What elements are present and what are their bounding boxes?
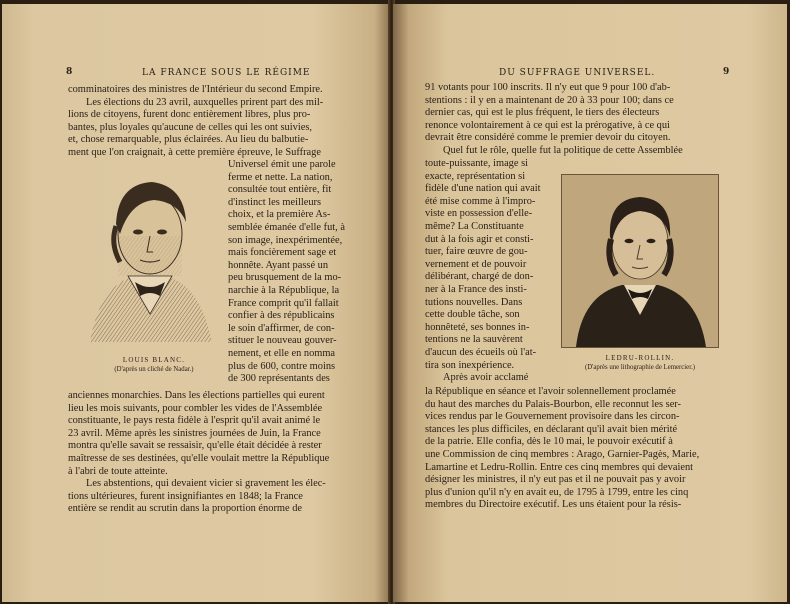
text-line: Universel émit une parole (228, 159, 336, 170)
text-line: Quel fut le rôle, quelle fut la politique de cette Assemblée (443, 144, 683, 156)
text-line: vernement et de pouvoir (425, 258, 527, 270)
text-line: même? La Constituante (425, 220, 524, 232)
right-page-number: 9 (723, 67, 730, 77)
left-text-side (228, 159, 364, 386)
text-line: de 300 représentants des (228, 373, 330, 385)
left-text-top (68, 84, 364, 160)
text-line: Lamartine et Ledru-Rollin. Entre ces cinq membres qui devaient (425, 461, 694, 473)
text-line: nement, et elle en nomma (228, 347, 336, 359)
text-line: et, chose remarquable, plus éclairées. Au lieu du balbutie- (68, 134, 309, 146)
text-line: délibérant, chargé de don- (425, 271, 534, 283)
text-line: Après avoir acclamé (443, 372, 529, 384)
text-line: le soin d'affirmer, de con- (228, 322, 335, 334)
figure-name: LOUIS BLANC. (122, 356, 186, 364)
text-line: à l'abri de toute atteinte. (68, 465, 168, 477)
text-line: ner à la France des insti- (425, 283, 527, 295)
figure-source: (D'après une lithographie de Lemercier.) (584, 364, 696, 371)
text-line: tions ultérieures, furent insignifiantes en 1848; la France (68, 490, 303, 502)
text-line: semblée émanée d'elle fut, à (228, 221, 345, 233)
text-line: peu brusquement de la mo- (228, 272, 342, 284)
text-line: devrait être considéré comme le premier devoir du citoyen. (425, 132, 671, 144)
text-line: Les abstentions, qui devaient vicier si gravement les élec- (86, 478, 326, 490)
text-line: désigner les ministres, il n'y eut pas et il ne pouvait pas y avoir (425, 474, 686, 486)
text-line: 23 avril. Même après les sinistres journées de Juin, la France (68, 427, 321, 439)
text-line: choix, et la première As- (228, 209, 331, 221)
right-text-bottom (425, 386, 717, 512)
text-line: du haut des marches du Palais-Bourbon, elle reconnut les ser- (425, 398, 682, 410)
text-line: tutions nouvelles. Dans (425, 296, 523, 308)
text-line: stituer le nouveau gouver- (228, 335, 337, 347)
text-line: été mise comme à l'impro- (425, 195, 536, 207)
text-line: stances les plus difficiles, en déclarant qu'il avait bien mérité (425, 423, 678, 435)
text-line: plus de 600, contre moins (228, 360, 336, 372)
left-text-bottom (68, 390, 364, 516)
text-line: ment que l'on craignait, à cette première épreuve, le Suffrage (68, 146, 321, 158)
text-line: viste en possession d'elle- (425, 208, 533, 220)
text-line: de la patrie. Elle confia, dès le 10 mai, le pouvoir exécutif à (425, 436, 673, 448)
text-line: bantes, plus loyales qu'aucune de celles qui les ont suivies, (68, 121, 312, 133)
text-line: anciennes monarchies. Dans les élections partielles qui eurent (68, 390, 325, 401)
right-text-side (425, 158, 559, 385)
right-page (393, 4, 787, 602)
text-line: toute-puissante, image si (425, 158, 529, 169)
text-line: constituante, le pays resta fidèle à l'esprit qu'il avait animé le (68, 415, 321, 427)
figure-name: LEDRU-ROLLIN. (605, 354, 675, 362)
text-line: montra qu'elle savait se ressaisir, qu'elle était décidée à rester (68, 440, 322, 452)
caption-louis-blanc (74, 356, 234, 373)
left-page (2, 4, 390, 602)
text-line: tentions ne la sauvèrent (425, 334, 523, 346)
text-line: cette double tâche, son (425, 309, 520, 321)
text-line: renonce volontairement à ce qui est la prérogative, à ce qui (425, 119, 670, 131)
text-line: stentions : il y en a maintenant de 20 à 33 pour 100; dans ce (425, 94, 674, 106)
right-running-head: DU SUFFRAGE UNIVERSEL. (499, 68, 656, 78)
text-line: consultée tout entière, fit (228, 184, 332, 196)
figure-source: (D'après un cliché de Nadar.) (114, 366, 194, 373)
text-line: Les élections du 23 avril, auxquelles prirent part des mil- (86, 96, 324, 108)
text-line: d'aucun des écueils où l'at- (425, 346, 537, 358)
text-line: mais foncièrement sage et (228, 247, 337, 259)
text-line: ferme et nette. La nation, (228, 171, 333, 183)
engraving-portrait-icon (80, 164, 220, 344)
lithograph-portrait-icon (562, 175, 718, 347)
left-running-head: LA FRANCE SOUS LE RÉGIME (142, 68, 311, 78)
text-line: membres du Directoire exécutif. Les uns étaient pour la résis- (425, 499, 682, 511)
text-line: tira son inexpérience. (425, 359, 515, 371)
portrait-ledru-rollin (561, 174, 719, 348)
text-line: son image, inexpérimentée, (228, 234, 343, 246)
text-line: dernier cas, qui est le plus fréquent, le tiers des électeurs (425, 107, 660, 119)
text-line: vices rendus par le Gouvernement provisoire dans les circon- (425, 411, 680, 423)
text-line: France comprit qu'il fallait (228, 297, 339, 309)
text-line: confier à des républicains (228, 310, 335, 322)
text-line: maîtresse de ses destinées, qu'elle voulait mettre la République (68, 452, 330, 464)
text-line: lieu les mois suivants, pour combler les vides de l'Assemblée (68, 402, 323, 414)
right-text-top (425, 82, 717, 158)
text-line: une Commission de cinq membres : Arago, Garnier-Pagès, Marie, (425, 448, 700, 460)
text-line: honnêteté, ses bonnes in- (425, 321, 530, 333)
text-line: comminatoires des ministres de l'Intérieur du second Empire. (68, 84, 323, 95)
text-line: dut à la fois agir et consti- (425, 233, 534, 245)
text-line: 91 votants pour 100 inscrits. Il n'y eut que 9 pour 100 d'ab- (425, 82, 671, 93)
text-line: honnête. Ayant passé un (228, 259, 329, 271)
text-line: lions de citoyens, furent donc entièrement libres, plus pro- (68, 109, 311, 121)
text-line: d'instinct les meilleurs (228, 196, 322, 208)
text-line: exacte, représentation si (425, 170, 526, 182)
caption-ledru-rollin (559, 354, 721, 371)
text-line: fidèle d'une nation qui avait (425, 183, 541, 195)
left-page-number: 8 (66, 67, 73, 77)
portrait-louis-blanc (80, 164, 220, 344)
text-line: entière se rendit au scrutin dans la proportion énorme de (68, 503, 302, 515)
text-line: plus d'union qu'il n'y en avait eu, de 1795 à 1799, entre les cinq (425, 486, 689, 498)
text-line: narchie à la République, la (228, 284, 340, 296)
text-line: la République en séance et l'avoir solennellement proclamée (425, 386, 676, 397)
text-line: tuer, faire œuvre de gou- (425, 246, 528, 258)
